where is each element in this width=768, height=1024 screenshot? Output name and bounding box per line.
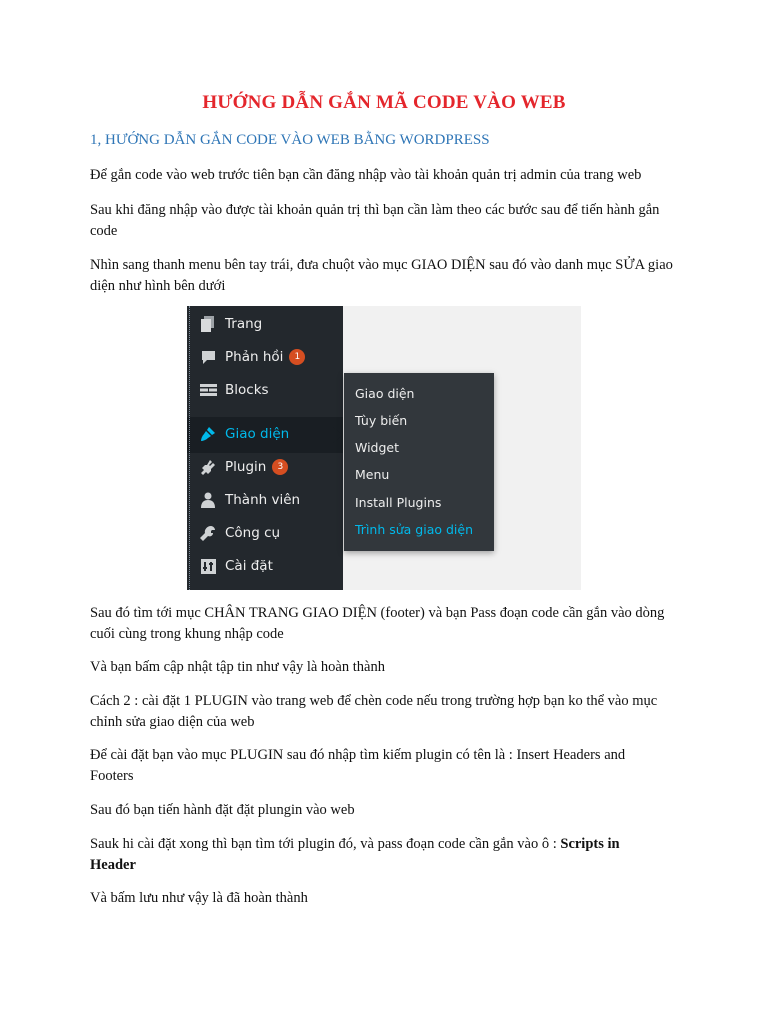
menu-item-cong-cu[interactable] [199, 522, 280, 544]
submenu-item-theme-editor[interactable]: Trình sửa giao diện [355, 522, 474, 537]
document-title: HƯỚNG DẪN GẮN MÃ CODE VÀO WEB [202, 92, 566, 113]
menu-item-blocks[interactable] [199, 379, 269, 401]
paragraph-5: Và bạn bấm cập nhật tập tin như vậy là hoàn thành [90, 659, 385, 675]
menu-item-plugin[interactable] [199, 456, 288, 478]
paragraph-8: Sau đó bạn tiến hành đặt đặt plungin vào web [90, 802, 355, 818]
menu-label: Phản hồi [225, 349, 284, 365]
menu-item-cai-dat[interactable] [199, 555, 273, 577]
menu-item-trang[interactable] [199, 313, 262, 335]
menu-label: Cài đặt [225, 558, 273, 574]
blocks-icon [199, 381, 217, 399]
submenu-item-tuy-bien[interactable]: Tùy biến [355, 413, 408, 428]
submenu-item-install-plugins[interactable]: Install Plugins [355, 495, 442, 510]
paragraph-9-text: Sauk hi cài đặt xong thì bạn tìm tới plugin đó, và pass đoạn code cần gắn vào ô : [90, 836, 561, 852]
menu-label: Thành viên [225, 492, 301, 508]
settings-icon [199, 557, 217, 575]
section-heading: 1, HƯỚNG DẪN GẮN CODE VÀO WEB BẰNG WORDPRESS [90, 132, 490, 148]
pages-icon [199, 315, 217, 333]
paragraph-10: Và bấm lưu như vậy là đã hoàn thành [90, 890, 308, 906]
plugin-icon [199, 458, 217, 476]
paragraph-7: Để cài đặt bạn vào mục PLUGIN sau đó nhập tìm kiếm plugin có tên là : Insert Headers and Footers [90, 747, 626, 784]
menu-label: Công cụ [225, 525, 281, 541]
paragraph-6: Cách 2 : cài đặt 1 PLUGIN vào trang web để chèn code nếu trong trường hợp bạn ko thể vào mục chỉnh sửa giao diện của web [90, 693, 658, 730]
menu-item-giao-dien[interactable] [199, 423, 289, 445]
paragraph-4: Sau đó tìm tới mục CHÂN TRANG GIAO DIỆN (footer) và bạn Pass đoạn code cần gắn vào dòng cuối cùng trong khung nhập code [90, 605, 665, 642]
submenu-item-widget[interactable]: Widget [355, 440, 400, 455]
scripts-in-header-label: Scripts in Header [90, 836, 620, 873]
menu-label: Trang [225, 316, 263, 332]
appearance-submenu [344, 373, 494, 551]
paragraph-1: Để gắn code vào web trước tiên bạn cần đăng nhập vào tài khoản quản trị admin của trang web [90, 167, 642, 183]
plugin-update-badge: 3 [272, 459, 288, 475]
wrench-icon [199, 524, 217, 542]
submenu-item-menu[interactable]: Menu [355, 467, 390, 482]
users-icon [199, 491, 217, 509]
menu-label: Giao diện [225, 426, 290, 442]
submenu-pointer [333, 427, 343, 443]
menu-label: Plugin [225, 459, 267, 475]
menu-label: Blocks [225, 382, 269, 398]
comments-icon [199, 348, 217, 366]
menu-item-thanh-vien[interactable] [199, 489, 300, 511]
paragraph-9 [90, 834, 660, 876]
admin-sidebar [187, 306, 343, 590]
comments-count-badge: 1 [289, 349, 305, 365]
focus-outline [189, 306, 190, 590]
wordpress-menu-screenshot [187, 306, 581, 590]
paragraph-2: Sau khi đăng nhập vào được tài khoản quản trị thì bạn cần làm theo các bước sau để tiến hành gắn code [90, 202, 660, 239]
paragraph-3: Nhìn sang thanh menu bên tay trái, đưa chuột vào mục GIAO DIỆN sau đó vào danh mục SỬA giao diện như hình bên dưới [90, 257, 673, 294]
menu-item-phan-hoi[interactable] [199, 346, 305, 368]
appearance-brush-icon [199, 425, 217, 443]
submenu-item-giao-dien[interactable]: Giao diện [355, 386, 415, 401]
